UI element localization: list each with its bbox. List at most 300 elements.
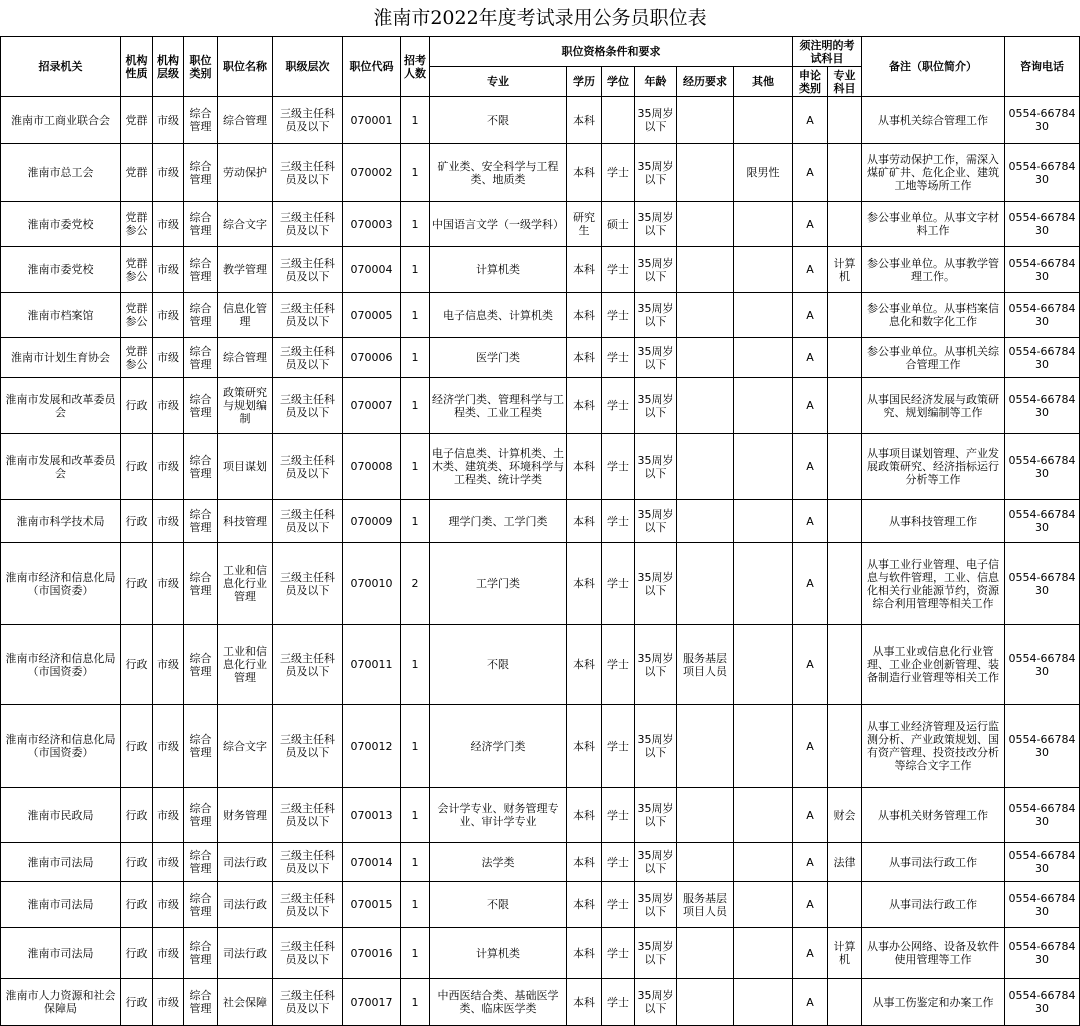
cell-major: 经济学门类 xyxy=(430,705,567,788)
cell-major: 经济学门类、管理科学与工程类、工业工程类 xyxy=(430,378,567,434)
cell-rank: 三级主任科员及以下 xyxy=(273,144,343,202)
cell-position-name: 信息化管理 xyxy=(218,293,273,338)
cell-remark: 从事机关财务管理工作 xyxy=(862,788,1005,843)
cell-org-type: 党群参公 xyxy=(121,202,153,247)
cell-experience: 服务基层项目人员 xyxy=(677,625,734,705)
cell-org-level: 市级 xyxy=(153,202,184,247)
cell-edu: 本科 xyxy=(567,979,602,1026)
header-pos-category: 职位类别 xyxy=(184,37,218,97)
cell-remark: 从事科技管理工作 xyxy=(862,500,1005,543)
cell-category: 综合管理 xyxy=(184,543,218,625)
cell-position-name: 项目谋划 xyxy=(218,434,273,500)
cell-experience xyxy=(677,202,734,247)
cell-special-subject xyxy=(828,293,862,338)
cell-special-subject xyxy=(828,979,862,1026)
cell-count: 1 xyxy=(401,247,430,293)
cell-essay-type: A xyxy=(793,882,828,928)
cell-other xyxy=(734,378,793,434)
cell-code: 070012 xyxy=(343,705,401,788)
cell-position-name: 工业和信息化行业管理 xyxy=(218,543,273,625)
page-title: 淮南市2022年度考试录用公务员职位表 xyxy=(373,7,707,29)
cell-major: 矿业类、安全科学与工程类、地质类 xyxy=(430,144,567,202)
cell-edu: 研究生 xyxy=(567,202,602,247)
cell-essay-type: A xyxy=(793,338,828,378)
cell-agency: 淮南市委党校 xyxy=(1,247,121,293)
cell-agency: 淮南市总工会 xyxy=(1,144,121,202)
cell-phone: 0554-6678430 xyxy=(1005,543,1080,625)
cell-category: 综合管理 xyxy=(184,97,218,144)
cell-category: 综合管理 xyxy=(184,882,218,928)
cell-rank: 三级主任科员及以下 xyxy=(273,979,343,1026)
cell-age: 35周岁以下 xyxy=(635,202,677,247)
cell-age: 35周岁以下 xyxy=(635,500,677,543)
cell-edu: 本科 xyxy=(567,843,602,882)
cell-code: 070005 xyxy=(343,293,401,338)
cell-essay-type: A xyxy=(793,293,828,338)
cell-phone: 0554-6678430 xyxy=(1005,293,1080,338)
cell-org-level: 市级 xyxy=(153,434,184,500)
cell-position-name: 综合文字 xyxy=(218,705,273,788)
cell-other: 限男性 xyxy=(734,144,793,202)
cell-essay-type: A xyxy=(793,979,828,1026)
header-age: 年龄 xyxy=(635,67,677,97)
cell-code: 070016 xyxy=(343,928,401,979)
header-major: 专业 xyxy=(430,67,567,97)
cell-experience xyxy=(677,247,734,293)
cell-code: 070010 xyxy=(343,543,401,625)
cell-org-type: 党群 xyxy=(121,144,153,202)
cell-rank: 三级主任科员及以下 xyxy=(273,378,343,434)
table-row xyxy=(1,625,1080,705)
cell-phone: 0554-6678430 xyxy=(1005,788,1080,843)
cell-org-type: 行政 xyxy=(121,788,153,843)
cell-edu: 本科 xyxy=(567,434,602,500)
cell-agency: 淮南市经济和信息化局（市国资委） xyxy=(1,543,121,625)
cell-edu: 本科 xyxy=(567,543,602,625)
cell-age: 35周岁以下 xyxy=(635,97,677,144)
cell-rank: 三级主任科员及以下 xyxy=(273,247,343,293)
cell-org-level: 市级 xyxy=(153,882,184,928)
table-row xyxy=(1,293,1080,338)
cell-category: 综合管理 xyxy=(184,500,218,543)
table-row xyxy=(1,543,1080,625)
cell-count: 1 xyxy=(401,293,430,338)
table-row xyxy=(1,705,1080,788)
cell-agency: 淮南市发展和改革委员会 xyxy=(1,434,121,500)
cell-age: 35周岁以下 xyxy=(635,979,677,1026)
cell-special-subject xyxy=(828,705,862,788)
cell-special-subject xyxy=(828,882,862,928)
cell-org-type: 党群参公 xyxy=(121,338,153,378)
cell-special-subject xyxy=(828,500,862,543)
cell-edu: 本科 xyxy=(567,788,602,843)
cell-major: 计算机类 xyxy=(430,247,567,293)
cell-count: 1 xyxy=(401,338,430,378)
cell-special-subject xyxy=(828,434,862,500)
table-row xyxy=(1,144,1080,202)
cell-remark: 参公事业单位。从事机关综合管理工作 xyxy=(862,338,1005,378)
header-requirements: 职位资格条件和要求 xyxy=(430,37,793,67)
cell-remark: 从事工业或信息化行业管理、工业企业创新管理、装备制造行业管理等相关工作 xyxy=(862,625,1005,705)
table-row xyxy=(1,882,1080,928)
header-degree: 学位 xyxy=(602,67,635,97)
cell-degree: 学士 xyxy=(602,378,635,434)
cell-position-name: 社会保障 xyxy=(218,979,273,1026)
cell-age: 35周岁以下 xyxy=(635,247,677,293)
cell-rank: 三级主任科员及以下 xyxy=(273,202,343,247)
cell-position-name: 劳动保护 xyxy=(218,144,273,202)
cell-experience xyxy=(677,979,734,1026)
cell-position-name: 综合管理 xyxy=(218,338,273,378)
cell-category: 综合管理 xyxy=(184,788,218,843)
cell-category: 综合管理 xyxy=(184,247,218,293)
cell-org-type: 行政 xyxy=(121,543,153,625)
cell-remark: 参公事业单位。从事教学管理工作。 xyxy=(862,247,1005,293)
cell-agency: 淮南市发展和改革委员会 xyxy=(1,378,121,434)
cell-org-level: 市级 xyxy=(153,625,184,705)
cell-experience xyxy=(677,144,734,202)
cell-phone: 0554-6678430 xyxy=(1005,202,1080,247)
cell-phone: 0554-6678430 xyxy=(1005,434,1080,500)
cell-org-level: 市级 xyxy=(153,338,184,378)
cell-category: 综合管理 xyxy=(184,928,218,979)
cell-degree: 学士 xyxy=(602,705,635,788)
cell-code: 070015 xyxy=(343,882,401,928)
cell-major: 中国语言文学（一级学科） xyxy=(430,202,567,247)
cell-age: 35周岁以下 xyxy=(635,338,677,378)
cell-code: 070007 xyxy=(343,378,401,434)
cell-other xyxy=(734,97,793,144)
cell-special-subject xyxy=(828,97,862,144)
cell-category: 综合管理 xyxy=(184,338,218,378)
cell-remark: 参公事业单位。从事档案信息化和数字化工作 xyxy=(862,293,1005,338)
cell-org-type: 党群参公 xyxy=(121,293,153,338)
table-row xyxy=(1,843,1080,882)
cell-other xyxy=(734,293,793,338)
cell-org-level: 市级 xyxy=(153,97,184,144)
cell-agency: 淮南市工商业联合会 xyxy=(1,97,121,144)
cell-phone: 0554-6678430 xyxy=(1005,97,1080,144)
cell-age: 35周岁以下 xyxy=(635,705,677,788)
cell-essay-type: A xyxy=(793,144,828,202)
cell-experience xyxy=(677,378,734,434)
cell-code: 070002 xyxy=(343,144,401,202)
cell-code: 070013 xyxy=(343,788,401,843)
cell-code: 070001 xyxy=(343,97,401,144)
cell-degree xyxy=(602,97,635,144)
cell-category: 综合管理 xyxy=(184,625,218,705)
cell-age: 35周岁以下 xyxy=(635,843,677,882)
cell-phone: 0554-6678430 xyxy=(1005,625,1080,705)
header-phone: 咨询电话 xyxy=(1005,37,1080,97)
cell-degree: 学士 xyxy=(602,247,635,293)
cell-major: 不限 xyxy=(430,97,567,144)
cell-degree: 学士 xyxy=(602,500,635,543)
cell-experience xyxy=(677,97,734,144)
cell-special-subject xyxy=(828,625,862,705)
cell-edu: 本科 xyxy=(567,144,602,202)
cell-agency: 淮南市司法局 xyxy=(1,843,121,882)
cell-edu: 本科 xyxy=(567,928,602,979)
cell-other xyxy=(734,788,793,843)
cell-major: 电子信息类、计算机类 xyxy=(430,293,567,338)
cell-phone: 0554-6678430 xyxy=(1005,979,1080,1026)
cell-remark: 从事劳动保护工作，需深入煤矿矿井、危化企业、建筑工地等场所工作 xyxy=(862,144,1005,202)
header-other: 其他 xyxy=(734,67,793,97)
cell-degree: 学士 xyxy=(602,625,635,705)
cell-count: 1 xyxy=(401,144,430,202)
cell-phone: 0554-6678430 xyxy=(1005,378,1080,434)
cell-category: 综合管理 xyxy=(184,705,218,788)
cell-rank: 三级主任科员及以下 xyxy=(273,434,343,500)
cell-org-type: 行政 xyxy=(121,500,153,543)
cell-other xyxy=(734,543,793,625)
cell-org-level: 市级 xyxy=(153,928,184,979)
cell-experience xyxy=(677,705,734,788)
header-org-type: 机构性质 xyxy=(121,37,153,97)
cell-org-type: 行政 xyxy=(121,979,153,1026)
cell-age: 35周岁以下 xyxy=(635,144,677,202)
cell-org-level: 市级 xyxy=(153,144,184,202)
cell-position-name: 教学管理 xyxy=(218,247,273,293)
cell-org-type: 行政 xyxy=(121,882,153,928)
cell-org-type: 行政 xyxy=(121,705,153,788)
cell-degree: 学士 xyxy=(602,434,635,500)
cell-rank: 三级主任科员及以下 xyxy=(273,293,343,338)
cell-org-type: 党群 xyxy=(121,97,153,144)
cell-agency: 淮南市司法局 xyxy=(1,928,121,979)
cell-major: 不限 xyxy=(430,625,567,705)
table-row xyxy=(1,247,1080,293)
cell-special-subject: 计算机 xyxy=(828,928,862,979)
cell-count: 1 xyxy=(401,705,430,788)
cell-agency: 淮南市计划生育协会 xyxy=(1,338,121,378)
cell-phone: 0554-6678430 xyxy=(1005,705,1080,788)
cell-rank: 三级主任科员及以下 xyxy=(273,705,343,788)
cell-count: 1 xyxy=(401,434,430,500)
cell-essay-type: A xyxy=(793,928,828,979)
cell-rank: 三级主任科员及以下 xyxy=(273,625,343,705)
cell-phone: 0554-6678430 xyxy=(1005,928,1080,979)
cell-remark: 参公事业单位。从事文字材料工作 xyxy=(862,202,1005,247)
cell-org-type: 行政 xyxy=(121,434,153,500)
cell-degree: 学士 xyxy=(602,788,635,843)
cell-code: 070009 xyxy=(343,500,401,543)
cell-rank: 三级主任科员及以下 xyxy=(273,338,343,378)
table-row xyxy=(1,928,1080,979)
cell-org-level: 市级 xyxy=(153,378,184,434)
cell-phone: 0554-6678430 xyxy=(1005,247,1080,293)
cell-category: 综合管理 xyxy=(184,434,218,500)
cell-other xyxy=(734,247,793,293)
cell-experience xyxy=(677,434,734,500)
cell-edu: 本科 xyxy=(567,882,602,928)
cell-code: 070014 xyxy=(343,843,401,882)
cell-other xyxy=(734,882,793,928)
cell-position-name: 政策研究与规划编制 xyxy=(218,378,273,434)
cell-major: 工学门类 xyxy=(430,543,567,625)
cell-org-level: 市级 xyxy=(153,500,184,543)
header-count: 招考人数 xyxy=(401,37,430,97)
cell-remark: 从事司法行政工作 xyxy=(862,882,1005,928)
cell-org-type: 党群参公 xyxy=(121,247,153,293)
cell-agency: 淮南市民政局 xyxy=(1,788,121,843)
table-row xyxy=(1,788,1080,843)
cell-category: 综合管理 xyxy=(184,144,218,202)
cell-org-type: 行政 xyxy=(121,378,153,434)
cell-count: 1 xyxy=(401,97,430,144)
cell-remark: 从事项目谋划管理、产业发展政策研究、经济指标运行分析等工作 xyxy=(862,434,1005,500)
cell-phone: 0554-6678430 xyxy=(1005,144,1080,202)
cell-age: 35周岁以下 xyxy=(635,378,677,434)
header-agency: 招录机关 xyxy=(1,37,121,97)
cell-code: 070008 xyxy=(343,434,401,500)
cell-code: 070003 xyxy=(343,202,401,247)
cell-special-subject xyxy=(828,378,862,434)
cell-agency: 淮南市档案馆 xyxy=(1,293,121,338)
table-row xyxy=(1,979,1080,1026)
cell-essay-type: A xyxy=(793,843,828,882)
cell-special-subject: 计算机 xyxy=(828,247,862,293)
cell-other xyxy=(734,625,793,705)
cell-degree: 学士 xyxy=(602,882,635,928)
cell-code: 070004 xyxy=(343,247,401,293)
cell-code: 070017 xyxy=(343,979,401,1026)
cell-category: 综合管理 xyxy=(184,202,218,247)
cell-count: 1 xyxy=(401,843,430,882)
table-row xyxy=(1,500,1080,543)
header-remark: 备注（职位简介） xyxy=(862,37,1005,97)
cell-age: 35周岁以下 xyxy=(635,788,677,843)
cell-essay-type: A xyxy=(793,543,828,625)
header-pos-name: 职位名称 xyxy=(218,37,273,97)
header-edu: 学历 xyxy=(567,67,602,97)
positions-table xyxy=(0,36,1080,1026)
cell-position-name: 司法行政 xyxy=(218,843,273,882)
header-experience: 经历要求 xyxy=(677,67,734,97)
cell-rank: 三级主任科员及以下 xyxy=(273,543,343,625)
cell-edu: 本科 xyxy=(567,293,602,338)
cell-agency: 淮南市人力资源和社会保障局 xyxy=(1,979,121,1026)
cell-remark: 从事工业行业管理、电子信息与软件管理，工业、信息化相关行业能源节约，资源综合利用管理等相关工作 xyxy=(862,543,1005,625)
cell-age: 35周岁以下 xyxy=(635,625,677,705)
cell-other xyxy=(734,979,793,1026)
cell-special-subject xyxy=(828,202,862,247)
cell-rank: 三级主任科员及以下 xyxy=(273,843,343,882)
cell-position-name: 综合文字 xyxy=(218,202,273,247)
cell-position-name: 司法行政 xyxy=(218,882,273,928)
cell-remark: 从事司法行政工作 xyxy=(862,843,1005,882)
cell-count: 2 xyxy=(401,543,430,625)
cell-position-name: 综合管理 xyxy=(218,97,273,144)
cell-remark: 从事工业经济管理及运行监测分析、产业政策规划、国有资产管理、投资技改分析等综合文字工作 xyxy=(862,705,1005,788)
cell-major: 不限 xyxy=(430,882,567,928)
cell-degree: 学士 xyxy=(602,338,635,378)
cell-edu: 本科 xyxy=(567,705,602,788)
cell-remark: 从事工伤鉴定和办案工作 xyxy=(862,979,1005,1026)
table-row xyxy=(1,97,1080,144)
cell-degree: 学士 xyxy=(602,543,635,625)
cell-phone: 0554-6678430 xyxy=(1005,843,1080,882)
cell-essay-type: A xyxy=(793,247,828,293)
cell-experience xyxy=(677,788,734,843)
cell-category: 综合管理 xyxy=(184,843,218,882)
cell-degree: 硕士 xyxy=(602,202,635,247)
header-code: 职位代码 xyxy=(343,37,401,97)
cell-degree: 学士 xyxy=(602,979,635,1026)
cell-org-type: 行政 xyxy=(121,625,153,705)
cell-count: 1 xyxy=(401,500,430,543)
cell-edu: 本科 xyxy=(567,97,602,144)
table-row xyxy=(1,338,1080,378)
cell-rank: 三级主任科员及以下 xyxy=(273,97,343,144)
cell-position-name: 财务管理 xyxy=(218,788,273,843)
cell-edu: 本科 xyxy=(567,338,602,378)
cell-other xyxy=(734,843,793,882)
cell-count: 1 xyxy=(401,378,430,434)
cell-degree: 学士 xyxy=(602,144,635,202)
cell-edu: 本科 xyxy=(567,625,602,705)
cell-degree: 学士 xyxy=(602,928,635,979)
cell-phone: 0554-6678430 xyxy=(1005,882,1080,928)
table-row xyxy=(1,434,1080,500)
cell-degree: 学士 xyxy=(602,843,635,882)
cell-essay-type: A xyxy=(793,97,828,144)
header-org-level: 机构层级 xyxy=(153,37,184,97)
cell-category: 综合管理 xyxy=(184,293,218,338)
cell-position-name: 工业和信息化行业管理 xyxy=(218,625,273,705)
cell-position-name: 司法行政 xyxy=(218,928,273,979)
cell-phone: 0554-6678430 xyxy=(1005,338,1080,378)
cell-experience xyxy=(677,543,734,625)
cell-rank: 三级主任科员及以下 xyxy=(273,500,343,543)
cell-remark: 从事国民经济发展与政策研究、规划编制等工作 xyxy=(862,378,1005,434)
cell-rank: 三级主任科员及以下 xyxy=(273,928,343,979)
cell-other xyxy=(734,434,793,500)
cell-category: 综合管理 xyxy=(184,979,218,1026)
cell-special-subject xyxy=(828,144,862,202)
cell-other xyxy=(734,928,793,979)
cell-other xyxy=(734,338,793,378)
cell-special-subject xyxy=(828,338,862,378)
cell-agency: 淮南市科学技术局 xyxy=(1,500,121,543)
cell-count: 1 xyxy=(401,202,430,247)
cell-org-type: 行政 xyxy=(121,843,153,882)
cell-major: 法学类 xyxy=(430,843,567,882)
cell-code: 070006 xyxy=(343,338,401,378)
cell-edu: 本科 xyxy=(567,247,602,293)
cell-rank: 三级主任科员及以下 xyxy=(273,788,343,843)
cell-count: 1 xyxy=(401,882,430,928)
cell-other xyxy=(734,202,793,247)
cell-major: 计算机类 xyxy=(430,928,567,979)
cell-org-level: 市级 xyxy=(153,979,184,1026)
cell-rank: 三级主任科员及以下 xyxy=(273,882,343,928)
cell-org-level: 市级 xyxy=(153,843,184,882)
cell-phone: 0554-6678430 xyxy=(1005,500,1080,543)
cell-remark: 从事机关综合管理工作 xyxy=(862,97,1005,144)
cell-agency: 淮南市经济和信息化局（市国资委） xyxy=(1,625,121,705)
cell-essay-type: A xyxy=(793,788,828,843)
header-rank: 职级层次 xyxy=(273,37,343,97)
cell-position-name: 科技管理 xyxy=(218,500,273,543)
cell-org-type: 行政 xyxy=(121,928,153,979)
cell-org-level: 市级 xyxy=(153,247,184,293)
cell-other xyxy=(734,500,793,543)
cell-org-level: 市级 xyxy=(153,705,184,788)
cell-count: 1 xyxy=(401,928,430,979)
cell-count: 1 xyxy=(401,625,430,705)
